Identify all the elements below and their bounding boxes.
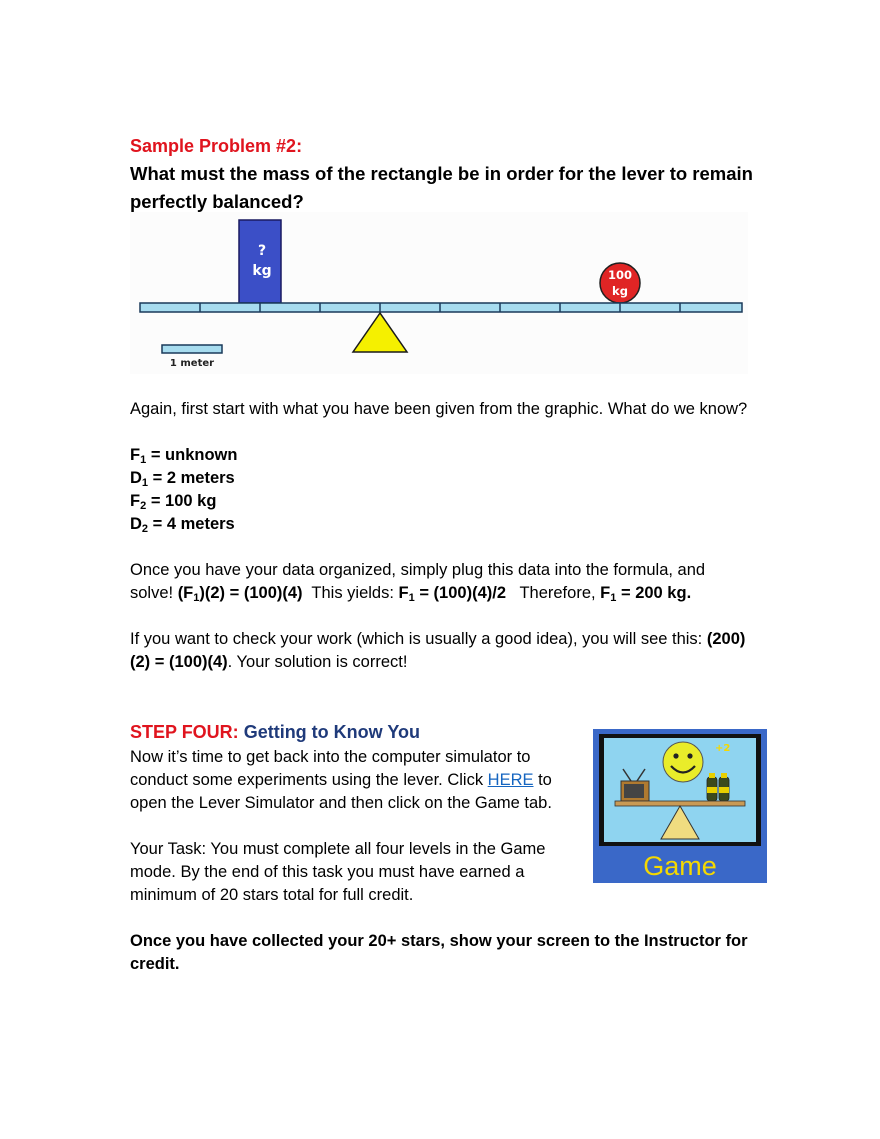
given-item: $F_2 = 100$ kg [130, 492, 217, 512]
solve-paragraph: Once you have your data organized, simply plug this data into the formula, and solve! $(F_1)(2) = (100)(4)$ This yields: $F_1 = (100)(4)/2$ Therefore, $F_1 = 200$ kg. [130, 561, 706, 604]
lever-simulator-link[interactable]: HERE [487, 771, 534, 789]
unknown-mass-rectangle [239, 220, 281, 303]
smiley-icon [663, 742, 703, 782]
given-item: $F_1$ = unknown [130, 446, 238, 466]
check-paragraph: If you want to check your work (which is usually a good idea), you will see this: (200)(2) = (100)(4). Your solution is correct! [130, 630, 746, 671]
given-item: $D_2 = 4$ meters [130, 515, 235, 535]
rect-label-bottom: kg [252, 263, 272, 279]
task-paragraph: Your Task: You must complete all four levels in the Game mode. By the end of this task you must have earned a minimum of 20 stars total for full credit. [130, 840, 546, 904]
ball-label-top: 100 [607, 268, 633, 282]
lever-beam [140, 303, 742, 312]
game-label: Game [643, 851, 717, 881]
final-instruction: Once you have collected your 20+ stars, show your screen to the Instructor for credit. [130, 932, 748, 973]
problem-question: What must the mass of the rectangle be in order for the lever to remain perfectly balanced? [130, 163, 753, 212]
ball-label-bottom: kg [612, 284, 628, 298]
score-badge: +2 [715, 743, 731, 754]
scale-label: 1 meter [169, 358, 215, 369]
game-tab-image[interactable] [593, 729, 767, 883]
lever-diagram [130, 212, 748, 374]
rect-label-top: ? [257, 243, 267, 259]
scale-bar [162, 345, 222, 353]
step-four-intro: Now it’s time to get back into the computer simulator to conduct some experiments using the lever. Click HERE to open the Lever Simulator and then click on the Game tab. [130, 748, 552, 812]
step-four-heading: STEP FOUR: Getting to Know You [130, 722, 420, 742]
given-item: $D_1 = 2$ meters [130, 469, 235, 489]
problem-title: Sample Problem #2: [130, 136, 303, 156]
given-intro: Again, first start with what you have been given from the graphic. What do we know? [130, 400, 748, 418]
